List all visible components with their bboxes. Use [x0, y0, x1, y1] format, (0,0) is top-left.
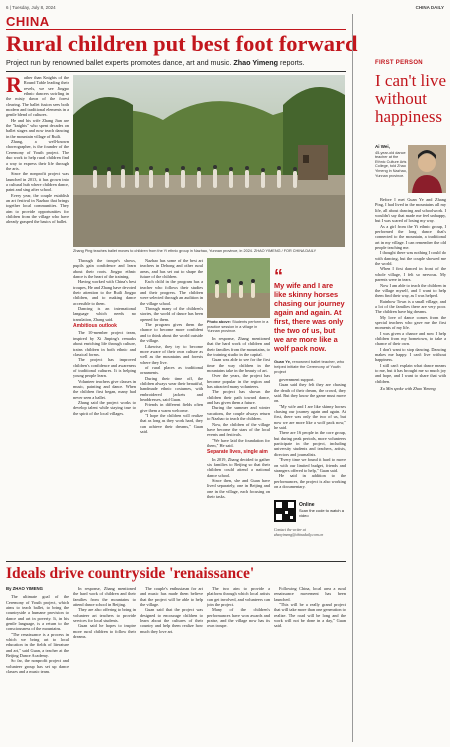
paragraph: "My wife and I are like skinny horses chasing our journey again and again. At first, there was only the two of us, but now we are more like a wolf pack now," he said. — [274, 403, 346, 431]
paragraph: Guan said they felt they are chasing the death of their dream, the crowd, they said. But they know the game must move on. — [274, 382, 346, 404]
paragraph: Over the years, the project has become popular in the region and has attracted many volunteers. — [207, 373, 270, 390]
paragraph: In 2019, Zhang decided to gather six families to Beijing so that their children could attend a national dance school. — [207, 456, 270, 478]
sidebar-kicker: FIRST PERSON — [375, 60, 423, 66]
page-header — [6, 3, 444, 13]
qr-code-icon[interactable] — [274, 500, 296, 522]
paragraph: Friends in different fields often give them a warm welcome. — [140, 402, 203, 413]
second-headline: Ideals drive countryside 'renaissance' — [6, 565, 255, 582]
online-block: Online Scan the code to watch a video — [299, 502, 344, 518]
sidebar-author: Ai Wei, 45-year-old dance teacher at the Ethnic Culture Arts College, told Zhao Yimeng in Nazhao, Yunnan province. — [375, 144, 407, 178]
paragraph: In response, Zhang mentioned that the hard work of children and their families from the mountains, to the training studio in the capital. — [207, 336, 270, 358]
pull-quote: “ My wife and I are like skinny horses chasing our journey again and again. At first, there was only the two of us, but we are more like a wolf pack now. — [274, 266, 345, 353]
paragraph: "I hope the children will realize that as long as they work hard, they can achieve their dreams," Guan said. — [140, 412, 203, 434]
paragraph: The project has improved children's confidence and awareness of traditional cultures. It is helping young people learn. — [73, 357, 136, 379]
paragraph: Many of the children's performances have won awards and praise, and the village now has its own troupe. — [207, 607, 270, 629]
secondary-photo-wrap — [207, 258, 270, 318]
photo2-caption: Photo above: Students perform in a practice session in a village in Yunnan province. — [207, 320, 269, 334]
paragraph: ather than Knights of the Round Table leading their revels, we see Jingpo ethnic dancers swirling in the misty dawn of the forest clearing. The ballet fusion sees both modern and traditional elements in a gentle blend of cultures. — [6, 75, 69, 118]
second-column-3 — [140, 586, 203, 742]
paragraph: In response, Zhang mentioned the hard work of children and their families from the mountains to attend dance school in Beijing. — [73, 586, 136, 608]
drop-cap: R — [6, 75, 22, 97]
paragraph: Dancing is an international language which needs no translation, Zhang said. — [73, 306, 136, 322]
main-dek: Project run by renowned ballet experts promotes dance, art and music. Zhao Yimeng reports. — [6, 58, 305, 67]
paragraph: Through many of the children's stories, the world of dance has been opened for them. — [140, 306, 203, 322]
paragraph: "This will be a really grand project that will take more than one generation to realize. The road will be long and the work will not be done in a day," Guan said. — [274, 602, 346, 629]
paragraph: The 10-member project team, inspired by Xi Jinping's remarks about enriching life through culture, trains children in both ethnic and classical forms. — [73, 330, 136, 357]
subheading: Separate lives, single aim — [207, 449, 268, 456]
paragraph: During the summer and winter vacations, the couple always return to Nazhao to teach the children. — [207, 405, 270, 422]
paragraph: "We have laid the foundation for them," He said. — [207, 437, 270, 448]
paragraph: When I first danced in front of the whole village, I felt so nervous. My parents were in tears. — [375, 266, 446, 283]
paragraph: Volunteer teachers give classes in music, painting and dance. When the children first began, many had never seen a ballet. — [73, 378, 136, 400]
paragraph: I thought there was nothing I could do with dancing, but the couple showed me the world. — [375, 250, 446, 267]
quote-attribution: Guan Ye, renowned ballet teacher, who helped initiate the Ceremony of Youth project — [274, 359, 345, 374]
second-column-1 — [6, 586, 69, 742]
paragraph: The program gives them the chance to become more confident and to think about the world outside the village. — [140, 322, 203, 344]
paragraph: So far, the nonprofit project and volunteer group has set up dance classes and a music team. — [6, 658, 69, 675]
paragraph: He and his wife Zhang Jian are the "knights" who spent decades on ballet stages and now teach dancing in the mountain village of Ruili. — [6, 117, 69, 139]
portrait-photo — [408, 145, 446, 193]
photo1-caption: Zhang Ping teaches ballet moves to children from the Yi ethnic group in Nazhao, Yunnan province, in 2024. ZHAO YIMENG / FOR CHINA DAILY — [73, 249, 317, 253]
paragraph: The ultimate goal of the Ceremony of Youth project, which aims to teach ballet, to bring the countryside a humane provision to dance and art in poverty. It, in his gentle language, is a return to the consciousness of the mountains. — [6, 594, 69, 632]
paragraph: Zhang, a well-known choreographer, is the founder of the Ceremony of Youth project. The duo work to help rural children find a way to express their life through the arts. — [6, 139, 69, 171]
paragraph: There are 16 people in the core group, but during peak periods, more volunteers participate in the project, including university students and teachers, artists, directors and journalists. — [274, 430, 346, 457]
second-column-5 — [274, 586, 346, 742]
article-column-1 — [6, 75, 69, 245]
second-byline: By ZHAO YIMENG — [6, 586, 43, 591]
paragraph: I was given a chance and now I help children from my hometown, to take a chance of their own. — [375, 330, 446, 347]
paragraph: "The renaissance is a process in which we bring art to local education in the fields of literature and art," said Guan, a teacher at the Beijing Dance Academy. — [6, 631, 69, 659]
paragraph: "Every time we found it hard to move on with our limited budget, friends and strangers offered to help," Guan said. — [274, 457, 346, 473]
paragraph: Through the troupe's shows, pupils gain confidence and learn about their roots. Jingpo ethnic dance is the heart of the training. — [73, 258, 136, 280]
paragraph: Guan was able to see for the first time the way children in the mountains take in the beauty of art. — [207, 357, 270, 374]
paper-name: CHINA DAILY — [415, 5, 444, 10]
paragraph: government support. — [279, 377, 315, 382]
contact-block: Contact the writer at zhaoyimeng@chinadaily.com.cn — [274, 528, 324, 538]
paragraph: I still can't explain what dance means to me, but it has brought me so much joy and hope, and I want to share that with children. — [375, 362, 446, 384]
quote-mark-icon: “ — [274, 266, 283, 286]
paragraph: As a girl from the Yi ethnic group, I performed the long dance that's connected to the mountain, a traditional art in my village. I can remember the old people teaching me. — [375, 223, 446, 251]
subheading: Ambitious outlook — [73, 323, 117, 330]
paragraph: Guan said that the project was designed to encourage children to learn about the cultures of their country and help them realize how much they love art. — [140, 607, 203, 634]
paragraph: Guan said he hopes to inspire more rural children to follow their dreams. — [73, 623, 136, 640]
dek-divider — [6, 71, 346, 72]
paragraph: of rural places as traditional ornaments. — [140, 364, 203, 376]
sidebar-body — [375, 197, 446, 737]
section-title: CHINA — [6, 14, 50, 29]
children-practice-photo — [207, 258, 270, 318]
paragraph: Before I met Guan Ye and Zhang Ping, I had lived in the mountains all my life, all about dancing and schoolwork. I wouldn't say that made me feel unhappy, but I was scared of losing my way. — [375, 197, 446, 224]
col1-body — [6, 75, 69, 225]
paragraph: Since then, she and Guan have lived separately, one in Beijing and one in the village, each focusing on their tasks. — [207, 477, 270, 499]
article-column-4 — [207, 336, 270, 556]
page-date: 6 | Tuesday, July 8, 2024 — [6, 5, 56, 10]
paragraph: Each child in the program has a teacher who follows their studies and their progress. The children were selected through an audition in the village school. — [140, 279, 203, 306]
paragraph: The couple's enthusiasm for art and music has made them believe that the project will be able to help the village. — [140, 586, 203, 608]
paragraph: Every year, the couple establish an art festival in Nazhao that brings together local communities. They aim to provide opportunities for children from the village who have already grasped the basics of ballet. — [6, 192, 69, 225]
main-headline: Rural children put best foot forward — [6, 31, 358, 56]
paragraph: Nazhao has some of the best art teachers in Dehong and other rural areas, and has set out to shape the future of the children. — [140, 258, 203, 280]
paragraph: The two aim to provide a platform through which local artists can get involved, and volunteers can join the project. — [207, 586, 270, 608]
paragraph: Having worked with China's best troupes, He and Zhang have devoted their attention to the Ruili Jingpo children, and to making dance accessible to them. — [73, 279, 136, 306]
paragraph: They are also offering to bring in volunteer art teachers to provide services for local students. — [73, 607, 136, 624]
paragraph: Now, the children of the village have become the stars of the local events and festivals. — [207, 421, 270, 438]
paragraph: During their time off, the children always wear their beautiful, handmade ethnic costumes, with embroidered jackets and headdresses, said Guan. — [140, 375, 203, 402]
paragraph: The project has shown the children their path toward dance, and has given them a future. — [207, 389, 270, 406]
village-dance-photo — [73, 75, 345, 247]
paragraph: Now I am able to teach the children in the village myself, and I want to help them find their way, as I was helped. — [375, 282, 446, 299]
sidebar-signature: Xu Min spoke with Zhao Yimeng — [380, 386, 436, 392]
article-column-2 — [73, 258, 136, 556]
paragraph: Following China, local area a rural renaissance movement has been launched. — [274, 586, 346, 602]
story-divider — [6, 561, 346, 562]
sidebar-title: I can't live without happiness — [375, 71, 447, 126]
paragraph: Zhang said the project works to develop talent while staying true to the spirit of the local villages. — [73, 399, 136, 416]
section-divider — [6, 29, 346, 30]
paragraph: Likewise, they try to become more aware of their own culture as well as the mountains and forests where they live. — [140, 343, 203, 365]
article-column-3 — [140, 258, 203, 556]
paragraph: I don't want to stop dancing. Dancing makes me happy. I can't live without happiness. — [375, 346, 446, 363]
main-photo — [73, 75, 345, 247]
sidebar-portrait-wrap — [408, 145, 446, 193]
paragraph: He said in addition to the performances, the project is also working on a documentary. — [274, 473, 346, 489]
paragraph: Rainbow Town is a small village, and a lot of the families there are very poor. The children have big dreams. — [375, 298, 446, 315]
paragraph: My love of dance comes from the special teachers who gave me the first moments of my life. — [375, 314, 446, 331]
second-column-2 — [73, 586, 136, 742]
second-column-4 — [207, 586, 270, 742]
paragraph: Since the nonprofit project was launched in 2013, it has grown into a cultural hub where children dance, paint and sing after school. — [6, 171, 69, 193]
article-column-5 — [274, 377, 346, 495]
